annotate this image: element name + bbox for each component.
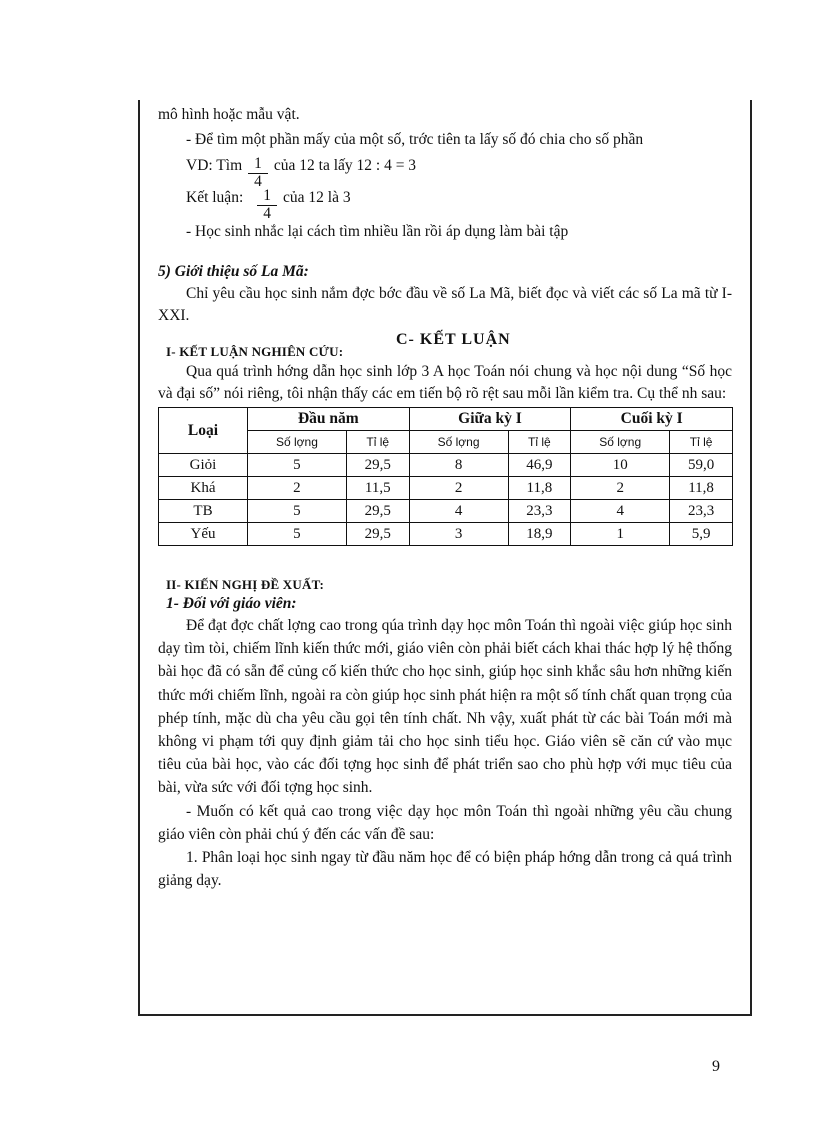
table-cell: 2	[409, 477, 508, 500]
conclusion-sub-title: I- KẾT LUẬN NGHIÊN CỨU:	[166, 344, 344, 359]
table-sub-rate: Tỉ lệ	[346, 431, 409, 454]
row-label: TB	[159, 500, 248, 523]
proposal-paragraph-3: 1. Phân loại học sinh ngay từ đầu năm học để có biện pháp hớng dẫn trong cả quá trình giảng dạy.	[158, 849, 732, 890]
proposal-paragraph-2: - Muốn có kết quả cao trong việc dạy học môn Toán thì ngoài những yêu cầu chung giáo viên còn phải chú ý đến các vấn đề sau:	[158, 802, 732, 843]
table-cell: 5	[248, 500, 347, 523]
table-sub-count: Số lợng	[409, 431, 508, 454]
table-row	[159, 500, 733, 523]
document-body	[158, 104, 732, 892]
table-row	[159, 523, 733, 546]
table-cell: 46,9	[508, 454, 571, 477]
proposal-title: II- KIẾN NGHỊ ĐỀ XUẤT:	[166, 577, 325, 592]
table-sub-rate: Tỉ lệ	[508, 431, 571, 454]
table-cell: 2	[248, 477, 347, 500]
example-prefix: VD: Tìm	[186, 157, 243, 174]
conclusion-prefix: Kết luận:	[186, 189, 244, 206]
table-cell: 4	[571, 500, 670, 523]
table-cell: 11,8	[670, 477, 733, 500]
table-cell: 59,0	[670, 454, 733, 477]
section-5-title: 5) Giới thiệu số La Mã:	[158, 263, 309, 280]
table-sub-rate: Tỉ lệ	[670, 431, 733, 454]
table-head-period-2: Giữa kỳ I	[409, 408, 571, 431]
table-cell: 18,9	[508, 523, 571, 546]
section-5-body: Chỉ yêu cầu học sinh nắm đợc bớc đầu về số La Mã, biết đọc và viết các số La mã từ I- XXI.	[158, 285, 732, 324]
row-label: Giỏi	[159, 454, 248, 477]
table-sub-count: Số lợng	[248, 431, 347, 454]
conclusion-main-title: C- KẾT LUẬN	[396, 331, 511, 348]
table-cell: 5	[248, 454, 347, 477]
table-cell: 4	[409, 500, 508, 523]
table-cell: 3	[409, 523, 508, 546]
table-cell: 1	[571, 523, 670, 546]
table-cell: 29,5	[346, 523, 409, 546]
proposal-subtitle: 1- Đối với giáo viên:	[166, 595, 297, 612]
table-cell: 11,8	[508, 477, 571, 500]
table-cell: 8	[409, 454, 508, 477]
results-table	[158, 407, 733, 546]
conclusion-body: Qua quá trình hớng dẫn học sinh lớp 3 A học Toán nói chung và học nội dung “Số học và đại số” nói riêng, tôi nhận thấy các em tiến bộ rõ rệt sau mỗi lần kiểm tra. Cụ thể nh sau:	[158, 363, 732, 402]
table-cell: 29,5	[346, 500, 409, 523]
table-head-period-3: Cuối kỳ I	[571, 408, 733, 431]
table-cell: 5	[248, 523, 347, 546]
proposal-paragraph-1: Để đạt đợc chất lợng cao trong qúa trình dạy học môn Toán thì ngoài việc giúp học sinh dạy tìm tòi, chiếm lĩnh kiến thức mới, giáo viên còn phải biết cách khai thác hợp lý hệ thống bài học đã có sẵn để củng cố kiến thức cho học sinh, giúp học sinh khắc sâu hơn những kiến thức mới chiếm lĩnh, ngoài ra còn giúp học sinh phát hiện ra một số tính chất quan trọng của phép tính, mặc dù cha yêu cầu gọi tên tính chất. Nh vậy, xuất phát từ các bài Toán mới mà không vi phạm tới quy định giảm tải cho học sinh tiểu học. Giáo viên sẽ căn cứ vào mục tiêu của bài học, vào các đối tợng học sinh để phát triển sao cho phù hợp với mục tiêu của bài, vừa sức với đối tợng học sinh.	[158, 617, 732, 797]
table-sub-count: Số lợng	[571, 431, 670, 454]
table-cell: 11,5	[346, 477, 409, 500]
conclusion-line	[158, 187, 732, 222]
page-number: 9	[712, 1058, 720, 1075]
table-cell: 23,3	[508, 500, 571, 523]
table-cell: 2	[571, 477, 670, 500]
row-label: Yếu	[159, 523, 248, 546]
fraction-one-quarter	[248, 155, 268, 190]
example-suffix: của 12 ta lấy 12 : 4 = 3	[273, 157, 417, 174]
table-cell: 5,9	[670, 523, 733, 546]
table-row	[159, 454, 733, 477]
table-cell: 10	[571, 454, 670, 477]
text-line-1: mô hình hoặc mẫu vật.	[158, 106, 300, 123]
table-cell: 29,5	[346, 454, 409, 477]
fraction-numerator-2: 1	[257, 187, 277, 206]
table-row	[159, 477, 733, 500]
conclusion-suffix: của 12 là 3	[283, 189, 351, 206]
fraction-denominator: 4	[254, 173, 262, 190]
row-label: Khá	[159, 477, 248, 500]
text-line-2: - Để tìm một phần mấy của một số, trớc tiên ta lấy số đó chia cho số phần	[186, 131, 644, 148]
table-head-loai: Loại	[159, 408, 248, 454]
example-line	[158, 155, 732, 190]
fraction-one-quarter-2	[257, 187, 277, 222]
text-line-3: - Học sinh nhắc lại cách tìm nhiều lần rồi áp dụng làm bài tập	[186, 223, 569, 240]
table-head-period-1: Đầu năm	[248, 408, 410, 431]
fraction-numerator: 1	[248, 155, 268, 174]
fraction-denominator-2: 4	[263, 205, 271, 222]
table-cell: 23,3	[670, 500, 733, 523]
conclusion-heading-block	[158, 329, 732, 361]
